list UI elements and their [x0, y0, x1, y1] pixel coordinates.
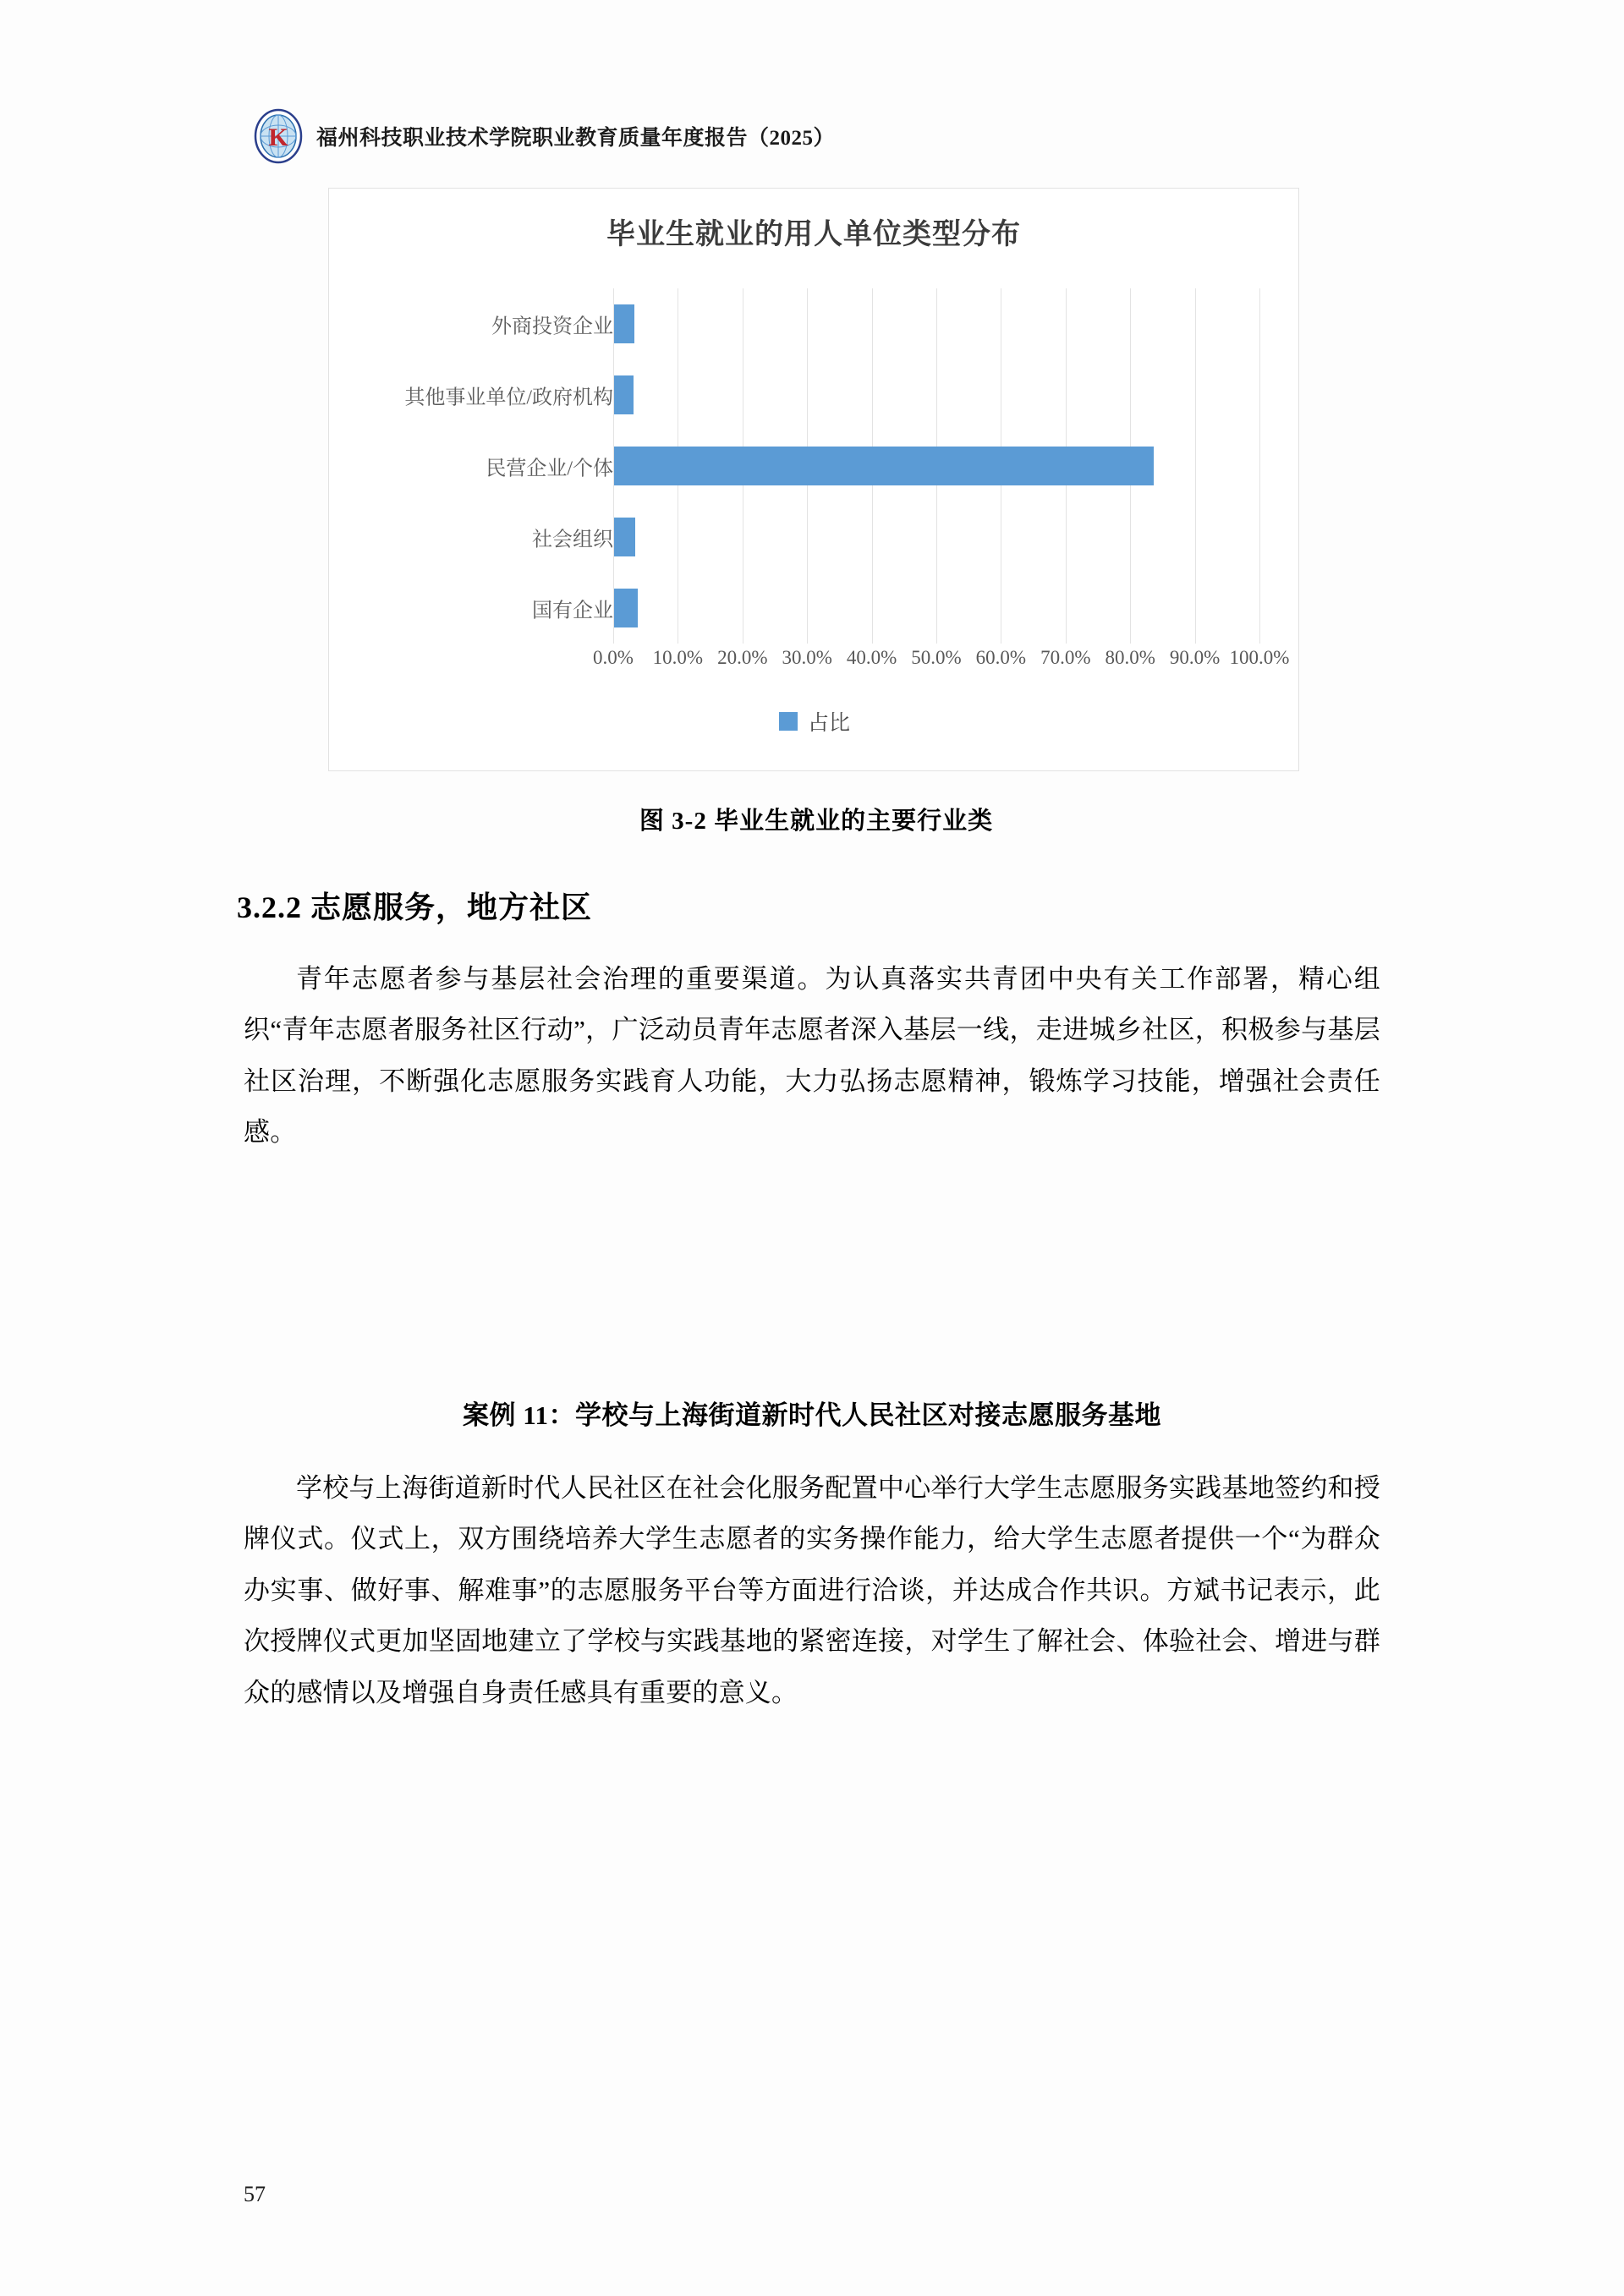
chart-category-label: 社会组织 — [532, 529, 613, 551]
chart-category-label: 其他事业单位/政府机构 — [404, 386, 613, 409]
chart-x-tick: 0.0% — [593, 647, 634, 668]
page-number: 57 — [244, 2182, 266, 2206]
chart-x-tick: 30.0% — [782, 647, 832, 668]
chart-x-tick: 80.0% — [1105, 647, 1155, 668]
svg-text:K: K — [268, 123, 288, 151]
case-heading: 案例 11：学校与上海街道新时代人民社区对接志愿服务基地 — [462, 1400, 1162, 1430]
chart-plot-wrapper — [329, 288, 1300, 686]
section-heading: 3.2.2 志愿服务，地方社区 — [237, 890, 593, 924]
chart-bar — [614, 518, 635, 556]
chart-legend — [329, 706, 1300, 737]
page-header — [254, 108, 1370, 164]
chart-plot-area — [613, 288, 1259, 644]
chart-x-tick-labels — [593, 647, 1290, 681]
chart-gridline — [1259, 288, 1260, 644]
header-title: 福州科技职业技术学院职业教育质量年度报告（2025） — [316, 127, 836, 150]
school-emblem-icon — [254, 108, 303, 164]
legend-swatch-icon — [779, 712, 798, 731]
chart-category-label: 国有企业 — [532, 600, 613, 622]
figure-caption: 图 3-2 毕业生就业的主要行业类 — [639, 808, 994, 835]
chart-container — [328, 188, 1299, 771]
chart-category-axis — [354, 288, 613, 644]
chart-x-tick: 10.0% — [652, 647, 704, 668]
section-paragraph: 青年志愿者参与基层社会治理的重要渠道。为认真落实共青团中央有关工作部署，精心组织“青年志愿者服务社区行动”，广泛动员青年志愿者深入基层一线，走进城乡社区，积极参与基层社区治理，不断强化志愿服务实践育人功能，大力弘扬志愿精神，锻炼学习技能，增强社会责任感。 — [244, 964, 1380, 1148]
chart-x-tick: 50.0% — [911, 647, 962, 668]
chart-title: 毕业生就业的用人单位类型分布 — [606, 219, 1021, 250]
chart-x-tick: 20.0% — [717, 647, 768, 668]
chart-bar — [614, 589, 638, 627]
chart-x-tick: 60.0% — [975, 647, 1027, 668]
case-paragraph: 学校与上海街道新时代人民社区在社会化服务配置中心举行大学生志愿服务实践基地签约和授牌仪式。仪式上，双方围绕培养大学生志愿者的实务操作能力，给大学生志愿者提供一个“为群众办实事、做好事、解难事”的志愿服务平台等方面进行洽谈，并达成合作共识。方斌书记表示，此次授牌仪式更加坚固地建立了学校与实践基地的紧密连接，对学生了解社会、体验社会、增进与群众的感情以及增强自身责任感具有重要的意义。 — [244, 1473, 1380, 1707]
chart-category-label: 民营企业/个体 — [486, 458, 613, 480]
chart-bar — [614, 375, 634, 414]
chart-x-tick: 40.0% — [846, 647, 897, 668]
chart-gridline — [1195, 288, 1196, 644]
chart-x-tick: 100.0% — [1229, 647, 1290, 668]
chart-x-tick: 70.0% — [1040, 647, 1091, 668]
chart-x-tick: 90.0% — [1169, 647, 1221, 668]
chart-category-label: 外商投资企业 — [491, 315, 613, 338]
legend-label: 占比 — [807, 712, 850, 735]
chart-bar — [614, 304, 634, 343]
chart-bar — [614, 447, 1154, 485]
